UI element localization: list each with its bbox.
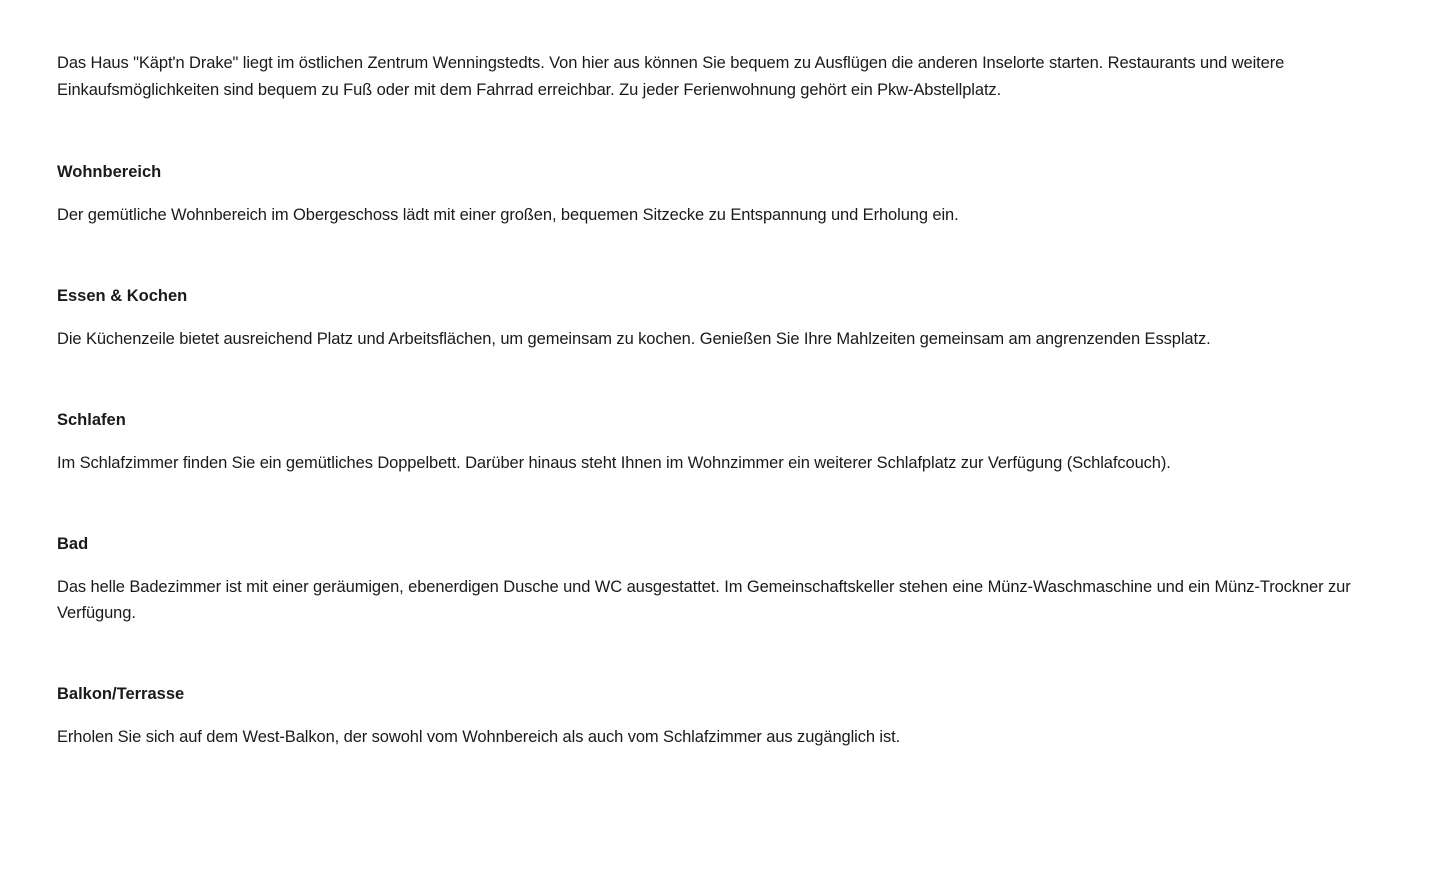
section-schlafen xyxy=(57,409,1357,476)
section-title: Essen & Kochen xyxy=(57,287,188,305)
section-text: Der gemütliche Wohnbereich im Obergeschoss lädt mit einer großen, bequemen Sitzecke zu Entspannung und Erholung ein. xyxy=(57,206,959,224)
section-essen-kochen xyxy=(57,285,1357,352)
section-text: Das helle Badezimmer ist mit einer geräumigen, ebenerdigen Dusche und WC ausgestattet. Im Gemeinschaftskeller stehen eine Münz-Waschmaschine und ein Münz-Trockner zur Verfügung. xyxy=(57,578,1351,622)
property-description xyxy=(57,50,1357,750)
section-wohnbereich xyxy=(57,161,1357,228)
intro-paragraph: Das Haus "Käpt'n Drake" liegt im östlichen Zentrum Wenningstedts. Von hier aus können Sie bequem zu Ausflügen die anderen Inselorte starten. Restaurants und weitere Einkaufsmöglichkeiten sind bequem zu Fuß oder mit dem Fahrrad erreichbar. Zu jeder Ferienwohnung gehört ein Pkw-Abstellplatz. xyxy=(57,54,1285,99)
section-title: Wohnbereich xyxy=(57,163,162,181)
section-title: Bad xyxy=(57,535,89,553)
section-title: Balkon/Terrasse xyxy=(57,685,185,703)
section-balkon-terrasse xyxy=(57,683,1357,750)
section-title: Schlafen xyxy=(57,411,126,429)
section-text: Im Schlafzimmer finden Sie ein gemütliches Doppelbett. Darüber hinaus steht Ihnen im Wohnzimmer ein weiterer Schlafplatz zur Verfügung (Schlafcouch). xyxy=(57,454,1171,472)
section-text: Die Küchenzeile bietet ausreichend Platz und Arbeitsflächen, um gemeinsam zu kochen. Genießen Sie Ihre Mahlzeiten gemeinsam am angrenzenden Essplatz. xyxy=(57,330,1211,348)
section-text: Erholen Sie sich auf dem West-Balkon, der sowohl vom Wohnbereich als auch vom Schlafzimmer aus zugänglich ist. xyxy=(57,728,901,746)
section-bad xyxy=(57,533,1357,626)
